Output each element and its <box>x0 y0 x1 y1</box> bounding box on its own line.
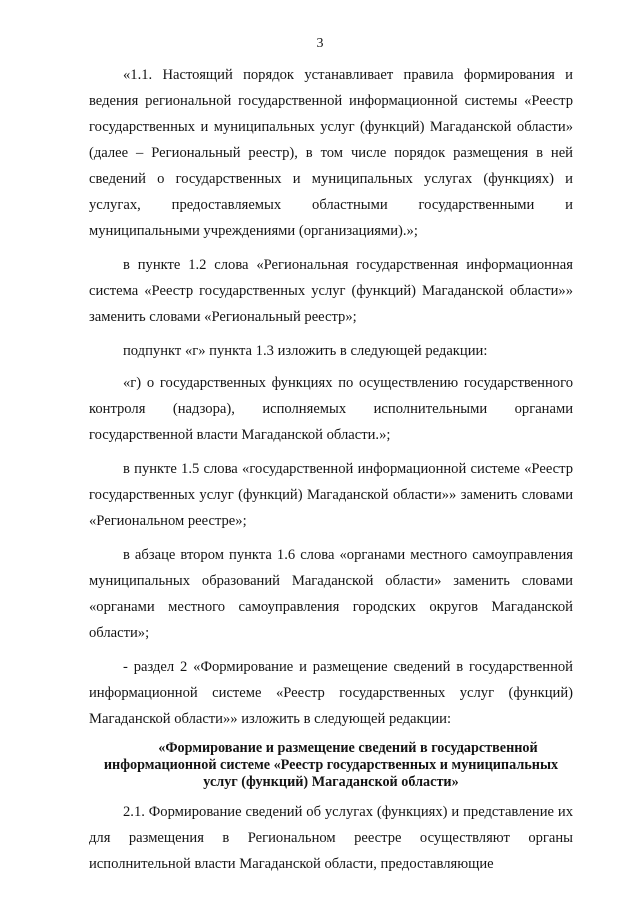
paragraph-1-1: «1.1. Настоящий порядок устанавливает правила формирования и ведения региональной государственной информационной системы «Реестр государственных и муниципальных услуг (функций) Магаданской области» (далее – Региональный реестр), в том числе порядок размещения в ней сведений о государственных и муниципальных услугах (функциях) и услугах, предоставляемых областными государственными и муниципальными учреждениями (организациями).»; <box>89 67 573 239</box>
paragraph-1-5-amendment: в пункте 1.5 слова «государственной информационной системе «Реестр государственных услуг (функций) Магаданской области»» заменить словами «Региональном реестре»; <box>89 461 573 529</box>
paragraph-section-2-intro: - раздел 2 «Формирование и размещение сведений в государственной информационной системе «Реестр государственных услуг (функций) Магаданской области»» изложить в следующей редакции: <box>89 659 573 727</box>
paragraph-1-3-intro: подпункт «г» пункта 1.3 изложить в следующей редакции: <box>123 343 488 359</box>
page-number: 3 <box>316 36 324 51</box>
paragraph-subpoint-g: «г) о государственных функциях по осуществлению государственного контроля (надзора), исполняемых исполнительными органами государственной власти Магаданской области.»; <box>89 375 573 443</box>
paragraph-2-1: 2.1. Формирование сведений об услугах (функциях) и представление их для размещения в Региональном реестре осуществляют органы исполнительной власти Магаданской области, предоставляющие <box>89 804 573 872</box>
section-heading: «Формирование и размещение сведений в государственной информационной системе «Реестр государственных и муниципальных услуг (функций) Магаданской области» <box>103 740 559 790</box>
paragraph-1-2-amendment: в пункте 1.2 слова «Региональная государственная информационная система «Реестр государственных услуг (функций) Магаданской области»» заменить словами «Региональный реестр»; <box>89 257 573 325</box>
paragraph-1-6-amendment: в абзаце втором пункта 1.6 слова «органами местного самоуправления муниципальных образований Магаданской области» заменить словами «органами местного самоуправления городских округов Магаданской области»; <box>89 547 573 641</box>
document-body <box>89 62 573 885</box>
